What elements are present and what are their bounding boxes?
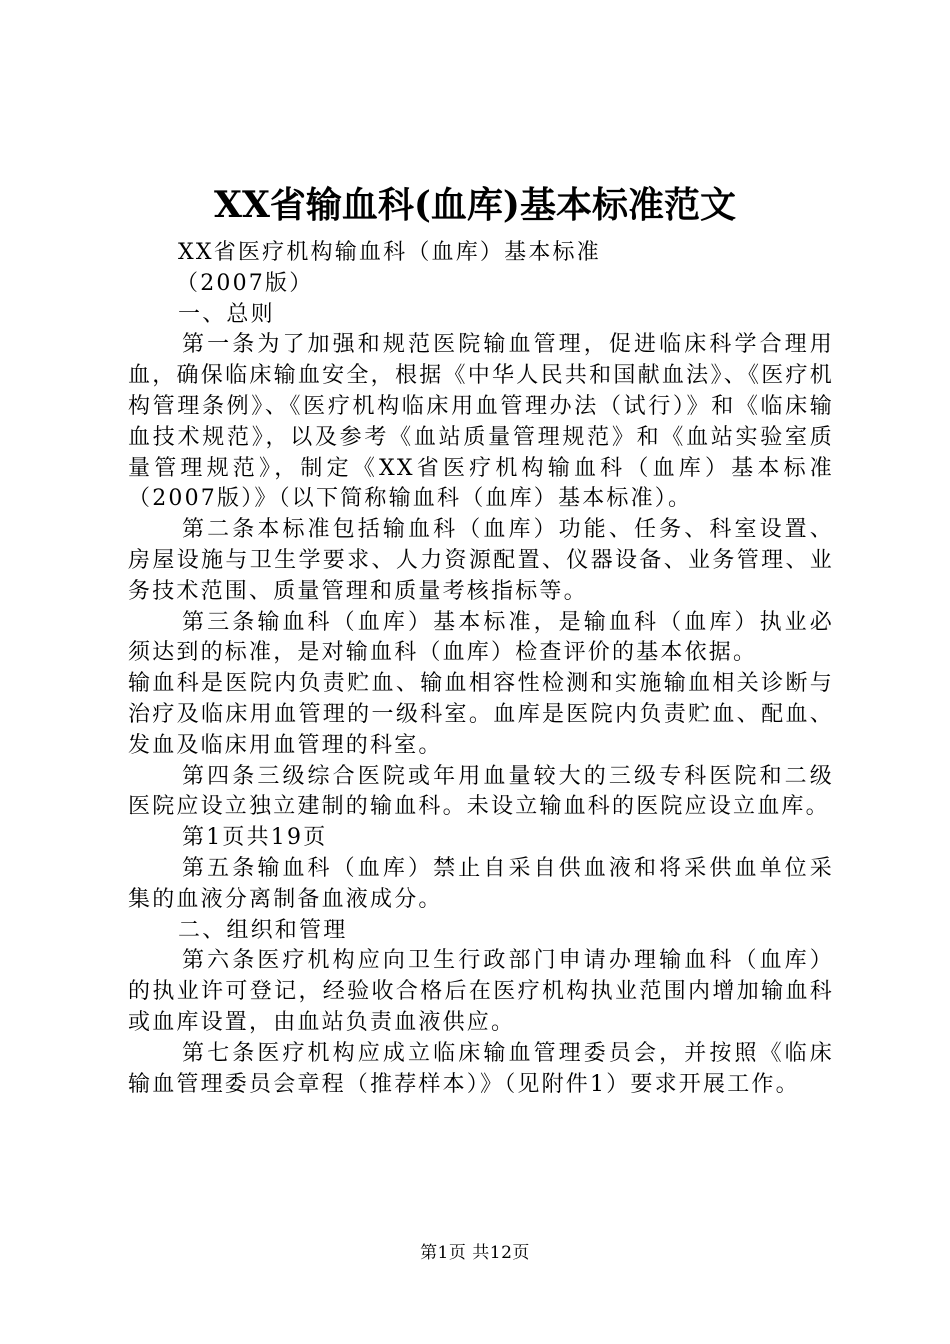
- section-heading-organization: 二、组织和管理: [178, 917, 348, 943]
- paragraph-article-7: 第七条医疗机构应成立临床输血管理委员会，并按照《临床输血管理委员会章程（推荐样本）》（见附件1）要求开展工作。: [128, 1040, 834, 1097]
- paragraph-article-3-continued: 输血科是医院内负责贮血、输血相容性检测和实施输血相关诊断与治疗及临床用血管理的一级科室。血库是医院内负责贮血、配血、发血及临床用血管理的科室。: [128, 671, 834, 758]
- paragraph-article-1: 第一条为了加强和规范医院输血管理，促进临床科学合理用血，确保临床输血安全，根据《中华人民共和国献血法》、《医疗机构管理条例》、《医疗机构临床用血管理办法（试行）》和《临床输血技术规范》，以及参考《血站质量管理规范》和《血站实验室质量管理规范》，制定《XX省医疗机构输血科（血库）基本标准（2007版）》（以下简称输血科（血库）基本标准）。: [128, 332, 834, 512]
- paragraph-article-3: 第三条输血科（血库）基本标准，是输血科（血库）执业必须达到的标准，是对输血科（血库）检查评价的基本依据。: [128, 609, 834, 666]
- paragraph-article-6: 第六条医疗机构应向卫生行政部门申请办理输血科（血库）的执业许可登记，经验收合格后在医疗机构执业范围内增加输血科或血库设置，由血站负责血液供应。: [128, 948, 834, 1035]
- page-footer: 第1页 共12页: [420, 1243, 530, 1263]
- paragraph-subtitle: XX省医疗机构输血科（血库）基本标准: [178, 240, 601, 265]
- inline-page-marker: 第1页共19页: [182, 825, 328, 851]
- section-heading-general: 一、总则: [178, 301, 275, 327]
- paragraph-version: （2007版）: [176, 270, 314, 296]
- document-title: XX省输血科(血库)基本标准范文: [214, 184, 736, 226]
- paragraph-article-4: 第四条三级综合医院或年用血量较大的三级专科医院和二级医院应设立独立建制的输血科。未设立输血科的医院应设立血库。: [128, 763, 834, 820]
- paragraph-article-5: 第五条输血科（血库）禁止自采自供血液和将采供血单位采集的血液分离制备血液成分。: [128, 855, 834, 912]
- document-body: [128, 238, 834, 1100]
- paragraph-article-2: 第二条本标准包括输血科（血库）功能、任务、科室设置、房屋设施与卫生学要求、人力资源配置、仪器设备、业务管理、业务技术范围、质量管理和质量考核指标等。: [128, 517, 834, 604]
